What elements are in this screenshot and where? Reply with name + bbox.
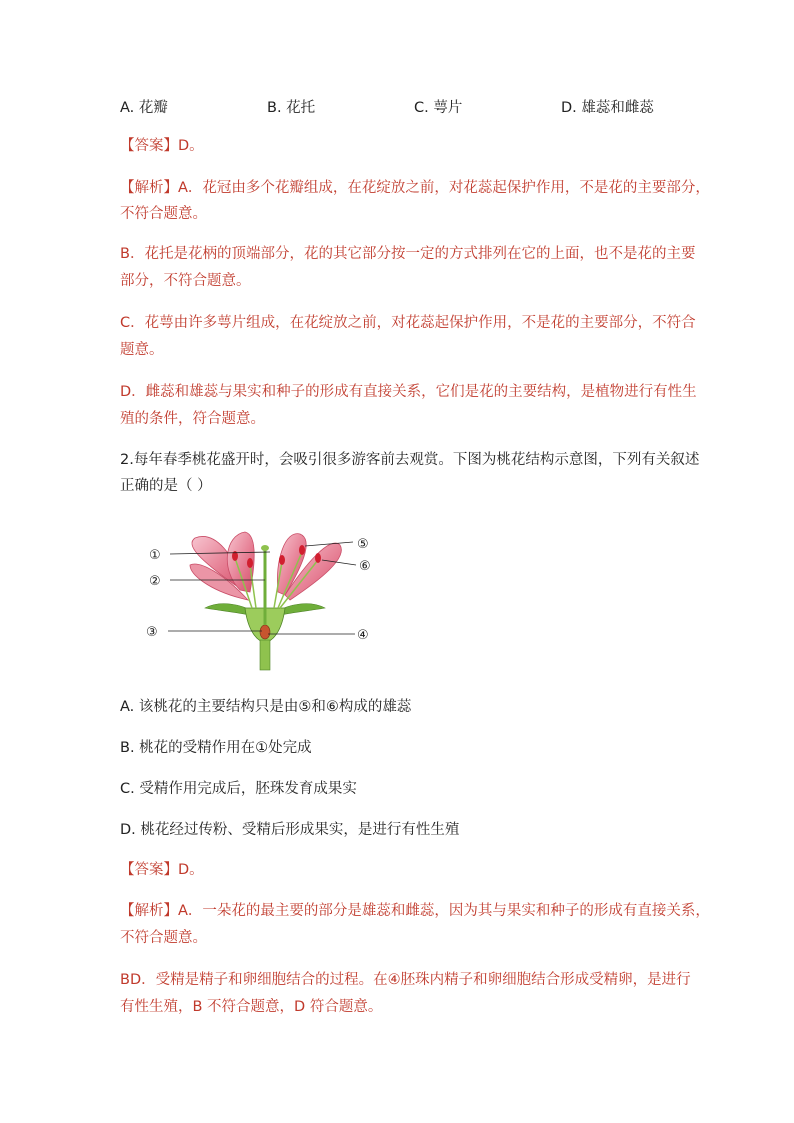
q1-analysis-a-text: A．花冠由多个花瓣组成，在花绽放之前，对花蕊起保护作用，不是花的主要部分， bbox=[178, 180, 710, 196]
q1-analysis-b-line1: B．花托是花柄的顶端部分，花的其它部分按一定的方式排列在它的上面，也不是花的主要 bbox=[120, 246, 696, 262]
q2-stem-line2: 正确的是（ ） bbox=[120, 478, 212, 494]
q1-analysis-a-line2: 不符合题意。 bbox=[120, 206, 207, 222]
q1-analysis-tag: 【解析】 bbox=[120, 180, 178, 196]
q1-option-b: B. 花托 bbox=[267, 100, 316, 116]
label-1: ① bbox=[149, 548, 161, 563]
q2-analysis-tag: 【解析】 bbox=[120, 903, 178, 919]
label-4: ④ bbox=[357, 628, 369, 643]
q2-answer-tag: 【答案】 bbox=[120, 862, 178, 878]
q1-answer-value: D。 bbox=[178, 138, 204, 154]
q1-option-c: C. 萼片 bbox=[414, 100, 463, 116]
q1-analysis-d-line1: D．雌蕊和雄蕊与果实和种子的形成有直接关系，它们是花的主要结构，是植物进行有性生 bbox=[120, 384, 697, 400]
label-6: ⑥ bbox=[359, 559, 371, 574]
peach-flower-diagram bbox=[140, 520, 390, 675]
q1-analysis-c-line1: C．花萼由许多萼片组成，在花绽放之前，对花蕊起保护作用，不是花的主要部分，不符合 bbox=[120, 315, 696, 331]
q1-analysis-c-line2: 题意。 bbox=[120, 342, 164, 358]
q2-answer bbox=[120, 860, 204, 880]
q1-answer bbox=[120, 136, 204, 156]
label-3: ③ bbox=[146, 625, 158, 640]
q1-answer-tag: 【答案】 bbox=[120, 138, 178, 154]
flower-stalk bbox=[260, 640, 270, 670]
q2-option-d: D. 桃花经过传粉、受精后形成果实，是进行有性生殖 bbox=[120, 822, 460, 838]
q2-analysis-a-line2: 不符合题意。 bbox=[120, 930, 207, 946]
q2-answer-value: D。 bbox=[178, 862, 204, 878]
q2-option-c: C. 受精作用完成后，胚珠发育成果实 bbox=[120, 781, 357, 797]
q1-option-d: D. 雄蕊和雌蕊 bbox=[561, 100, 654, 116]
label-5: ⑤ bbox=[357, 537, 369, 552]
ovule bbox=[260, 625, 270, 639]
q2-analysis-bd-line1: BD．受精是精子和卵细胞结合的过程。在④胚珠内精子和卵细胞结合形成受精卵，是进行 bbox=[120, 972, 691, 988]
q2-analysis-bd-line2: 有性生殖，B 不符合题意，D 符合题意。 bbox=[120, 999, 383, 1015]
q1-analysis-d-line2: 殖的条件，符合题意。 bbox=[120, 411, 265, 427]
q2-stem-line1: 2.每年春季桃花盛开时，会吸引很多游客前去观赏。下图为桃花结构示意图，下列有关叙述 bbox=[120, 452, 700, 468]
q2-analysis-a-line1 bbox=[120, 901, 710, 921]
q1-analysis-b-line2: 部分，不符合题意。 bbox=[120, 273, 251, 289]
q2-option-a: A. 该桃花的主要结构只是由⑤和⑥构成的雄蕊 bbox=[120, 699, 412, 715]
q1-analysis-a-line1 bbox=[120, 178, 710, 198]
label-2: ② bbox=[149, 574, 161, 589]
q2-option-b: B. 桃花的受精作用在①处完成 bbox=[120, 740, 312, 756]
q1-option-a: A. 花瓣 bbox=[120, 100, 168, 116]
q2-analysis-a-text: A．一朵花的最主要的部分是雄蕊和雌蕊，因为其与果实和种子的形成有直接关系， bbox=[178, 903, 710, 919]
